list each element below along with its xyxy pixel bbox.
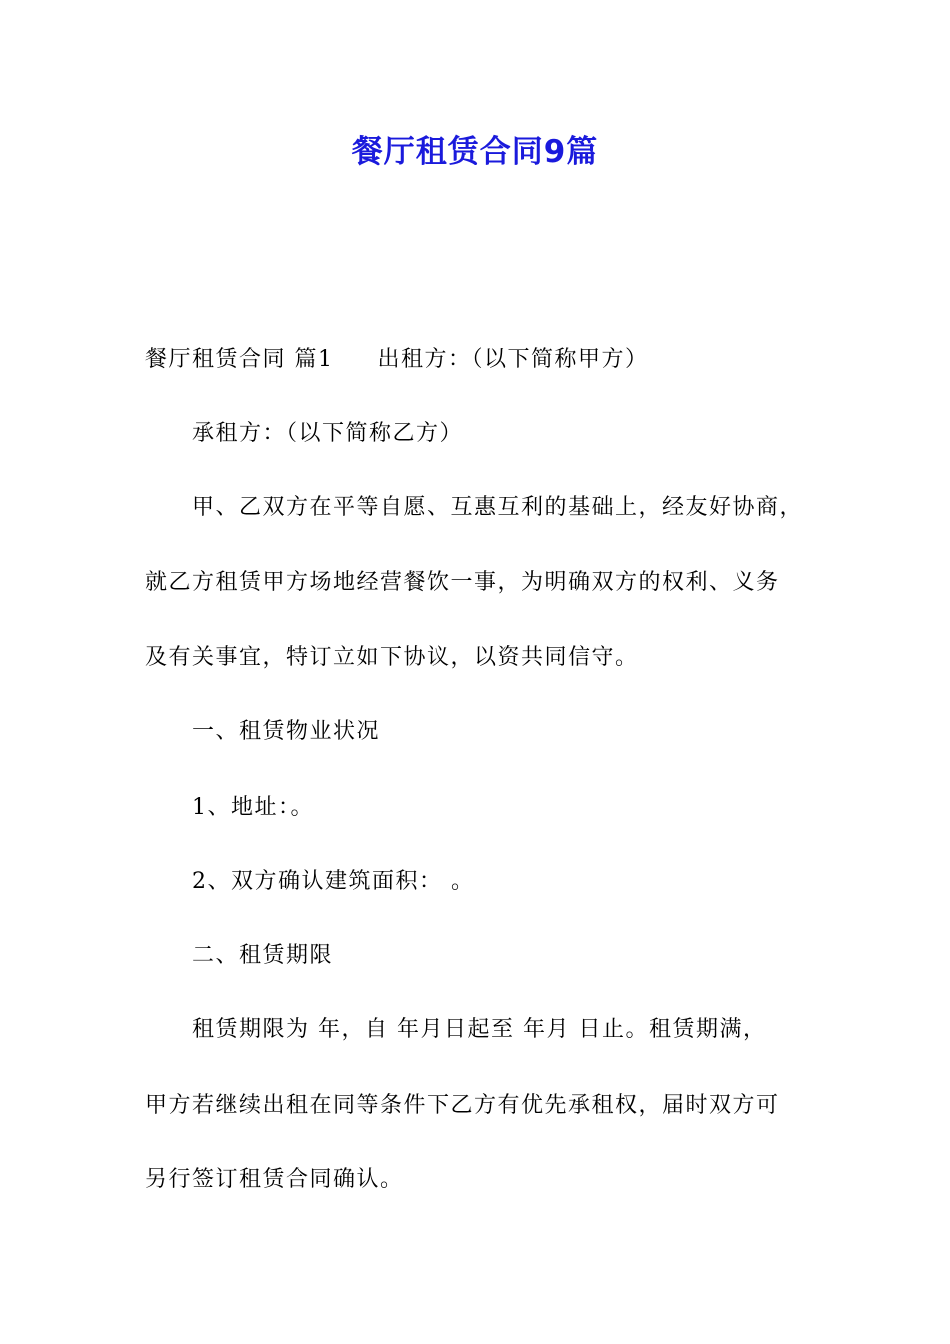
section-1-item-area: 2、双方确认建筑面积： 。 (192, 869, 475, 894)
section-1-title: 一、租赁物业状况 (192, 719, 381, 744)
section-2-paragraph-line-1: 租赁期限为 年，自 年月日起至 年月 日止。租赁期满， (192, 1017, 767, 1042)
section-2-title: 二、租赁期限 (192, 943, 334, 968)
intro-paragraph-line-3: 及有关事宜，特订立如下协议，以资共同信守。 (145, 645, 639, 670)
lessor-line: 出租方：（以下简称甲方） (377, 347, 649, 372)
section-2-paragraph-line-3: 另行签订租赁合同确认。 (145, 1167, 404, 1192)
document-title: 餐厅租赁合同9篇 (351, 134, 599, 170)
intro-paragraph-line-2: 就乙方租赁甲方场地经营餐饮一事，为明确双方的权利、义务 (145, 570, 780, 595)
contract-heading-label: 餐厅租赁合同 篇1 (145, 347, 334, 372)
section-1-item-address: 1、地址：。 (192, 795, 314, 820)
intro-paragraph-line-1: 甲、乙双方在平等自愿、互惠互利的基础上，经友好协商， (192, 495, 804, 520)
section-2-paragraph-line-2: 甲方若继续出租在同等条件下乙方有优先承租权，届时双方可 (145, 1093, 780, 1118)
contract-heading-line (145, 344, 649, 376)
lessee-line: 承租方：（以下简称乙方） (192, 421, 464, 446)
